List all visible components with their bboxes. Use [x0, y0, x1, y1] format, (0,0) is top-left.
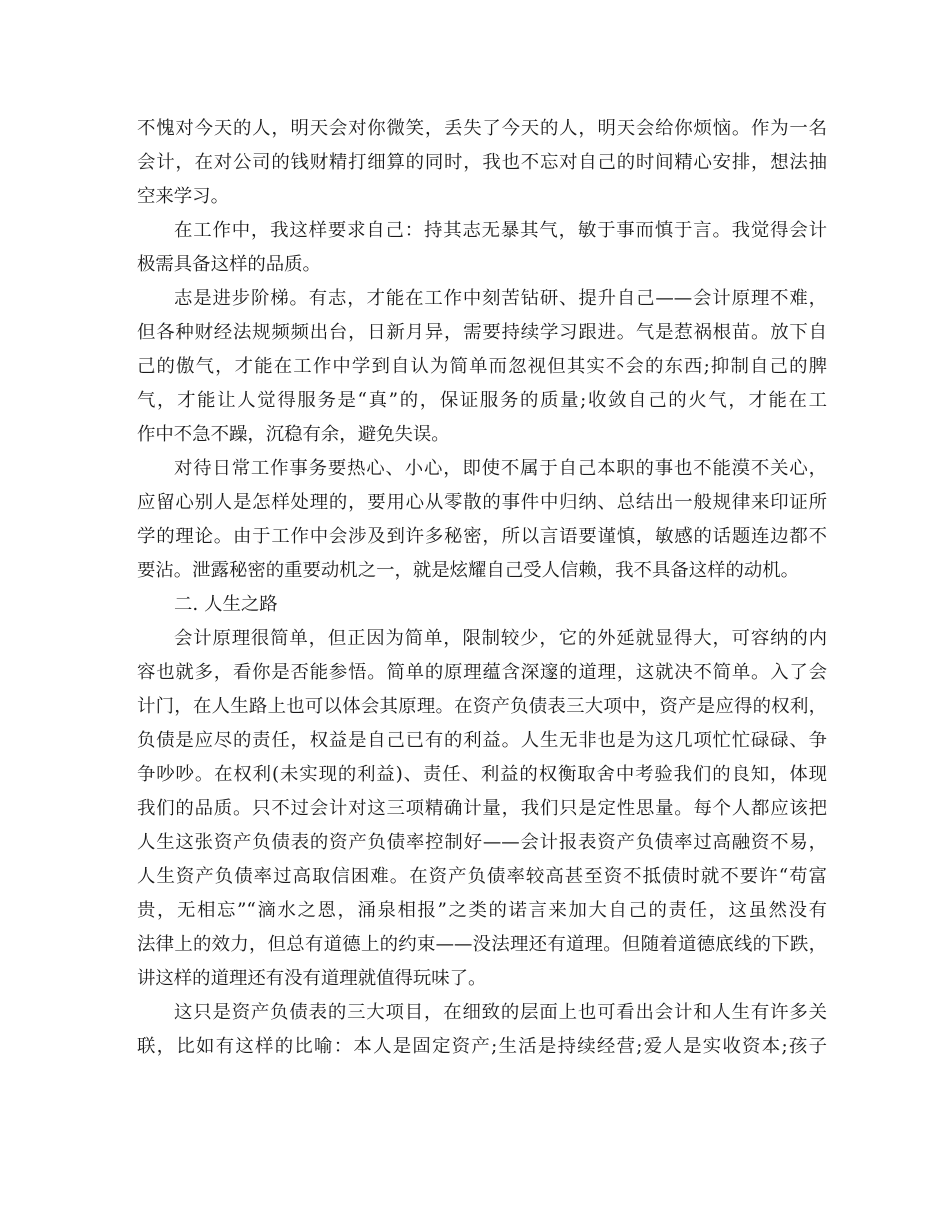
text-line: 贵，无相忘”“滴水之恩，涌泉相报”之类的诺言来加大自己的责任，这虽然没有	[137, 900, 827, 921]
text-line: 极需具备这样的品质。	[137, 254, 321, 275]
paragraph	[137, 282, 827, 452]
body-text	[137, 112, 827, 1064]
text-line: 应留心别人是怎样处理的，要用心从零散的事件中归纳、总结出一般规律来印证所	[137, 492, 827, 513]
text-line: 己的傲气，才能在工作中学到自认为简单而忽视但其实不会的东西;抑制自己的脾	[137, 356, 827, 377]
text-line: 人生这张资产负债表的资产负债率控制好——会计报表资产负债率过高融资不易，	[137, 832, 827, 853]
paragraph	[137, 452, 827, 588]
paragraph	[137, 996, 827, 1064]
text-line: 法律上的效力，但总有道德上的约束——没法理还有道理。但随着道德底线的下跌，	[137, 934, 827, 955]
text-line: 人生资产负债率过高取信困难。在资产负债率较高甚至资不抵债时就不要许“苟富	[137, 866, 827, 887]
text-line: 争吵吵。在权利(未实现的利益)、责任、利益的权衡取舍中考验我们的良知，体现	[137, 764, 827, 785]
paragraph	[137, 588, 827, 622]
text-line: 但各种财经法规频频出台，日新月异，需要持续学习跟进。气是惹祸根苗。放下自	[137, 322, 827, 343]
text-line: 会计，在对公司的钱财精打细算的同时，我也不忘对自己的时间精心安排，想法抽	[137, 152, 827, 173]
text-line: 会计原理很简单，但正因为简单，限制较少，它的外延就显得大，可容纳的内	[174, 628, 827, 649]
text-line: 空来学习。	[137, 186, 229, 207]
text-line: 志是进步阶梯。有志，才能在工作中刻苦钻研、提升自己——会计原理不难，	[174, 288, 827, 309]
text-line: 讲这样的道理还有没有道理就值得玩味了。	[137, 968, 487, 989]
text-line: 联，比如有这样的比喻：本人是固定资产;生活是持续经营;爱人是实收资本;孩子	[137, 1036, 827, 1057]
text-line: 对待日常工作事务要热心、小心，即使不属于自己本职的事也不能漠不关心，	[174, 458, 827, 479]
paragraph	[137, 112, 827, 214]
text-line: 学的理论。由于工作中会涉及到许多秘密，所以言语要谨慎，敏感的话题连边都不	[137, 526, 827, 547]
text-line: 要沾。泄露秘密的重要动机之一，就是炫耀自己受人信赖，我不具备这样的动机。	[137, 560, 800, 581]
text-line: 容也就多，看你是否能参悟。简单的原理蕴含深邃的道理，这就决不简单。入了会	[137, 662, 827, 683]
paragraph	[137, 622, 827, 996]
paragraph	[137, 214, 827, 282]
text-line: 计门，在人生路上也可以体会其原理。在资产负债表三大项中，资产是应得的权利，	[137, 696, 827, 717]
text-line: 负债是应尽的责任，权益是自己已有的利益。人生无非也是为这几项忙忙碌碌、争	[137, 730, 827, 751]
text-line: 作中不急不躁，沉稳有余，避免失误。	[137, 424, 450, 445]
text-line: 这只是资产负债表的三大项目，在细致的层面上也可看出会计和人生有许多关	[174, 1002, 827, 1023]
text-line: 我们的品质。只不过会计对这三项精确计量，我们只是定性思量。每个人都应该把	[137, 798, 827, 819]
text-line: 不愧对今天的人，明天会对你微笑，丢失了今天的人，明天会给你烦恼。作为一名	[137, 118, 827, 139]
text-line: 在工作中，我这样要求自己：持其志无暴其气，敏于事而慎于言。我觉得会计	[174, 220, 827, 241]
text-line: 二. 人生之路	[174, 594, 278, 615]
text-line: 气，才能让人觉得服务是“真”的，保证服务的质量;收敛自己的火气，才能在工	[137, 390, 827, 411]
